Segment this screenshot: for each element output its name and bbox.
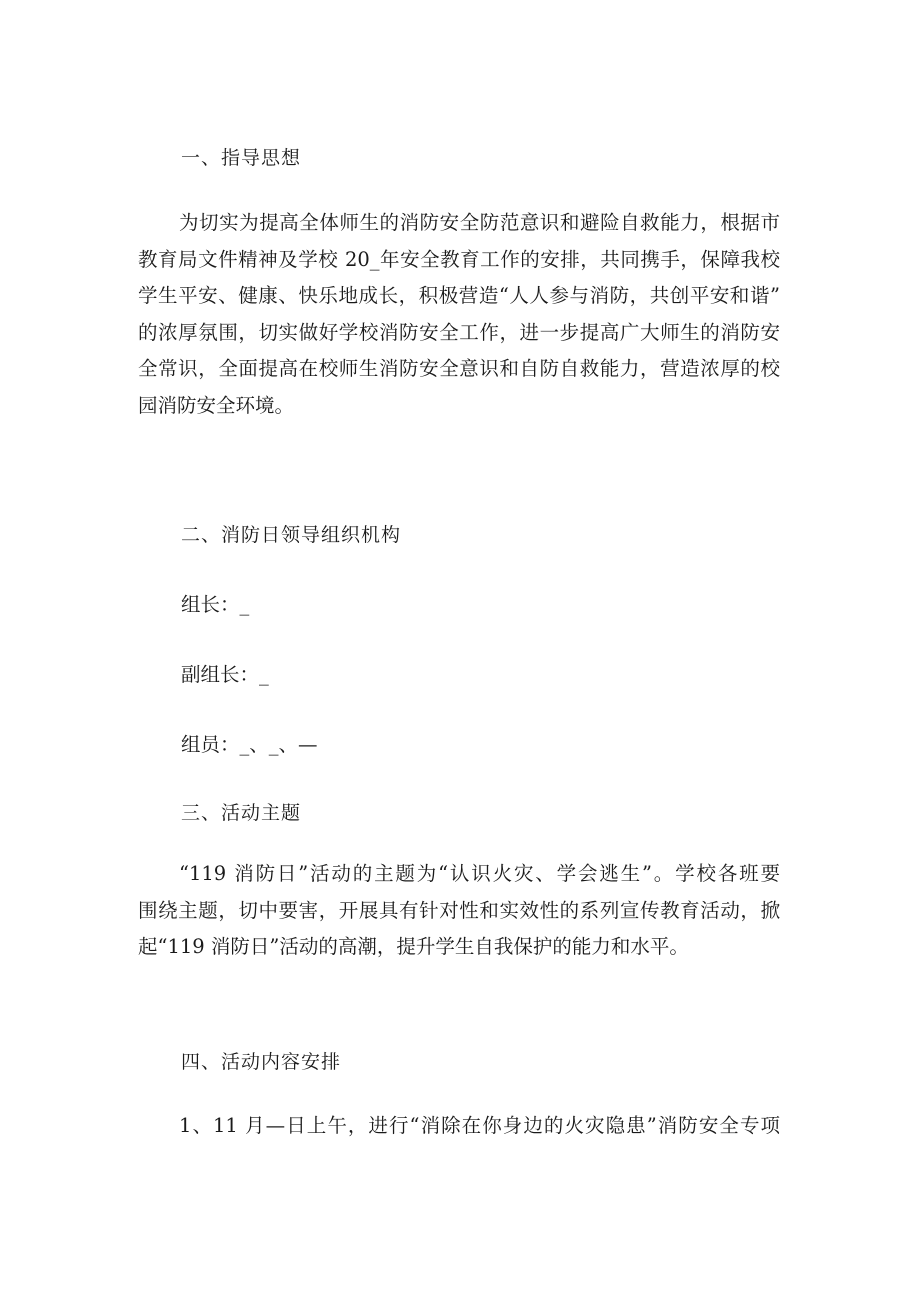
paragraph-line: 学生平安、健康、快乐地成长，积极营造“人人参与消防，共创平安和谐” xyxy=(138,284,780,308)
paragraph-line: 起“119 消防日”活动的高潮，提升学生自我保护的能力和水平。 xyxy=(138,935,689,959)
paragraph-line: 教育局文件精神及学校 20_年安全教育工作的安排，共同携手，保障我校 xyxy=(138,247,780,271)
paragraph-activities xyxy=(138,1108,780,1145)
paragraph-line: 全常识，全面提高在校师生消防安全意识和自防自救能力，营造浓厚的校 xyxy=(138,357,780,381)
section-heading-activities: 四、活动内容安排 xyxy=(181,1051,342,1073)
section-heading-theme: 三、活动主题 xyxy=(181,802,302,824)
deputy-leader-field: 副组长：_ xyxy=(181,663,269,686)
members-field: 组员：_、_、— xyxy=(181,733,318,756)
paragraph-line: “119 消防日”活动的主题为“认识火灾、学会逃生”。学校各班要 xyxy=(179,862,780,885)
paragraph-line: 的浓厚氛围，切实做好学校消防安全工作，进一步提高广大师生的消防安 xyxy=(138,320,780,344)
leader-field: 组长：_ xyxy=(181,593,250,616)
paragraph-theme xyxy=(138,856,780,966)
paragraph-guiding-ideology xyxy=(138,205,780,425)
section-heading-guiding-ideology: 一、指导思想 xyxy=(181,147,302,169)
paragraph-line: 1、11 月—日上午，进行“消除在你身边的火灾隐患”消防安全专项 xyxy=(179,1114,780,1137)
paragraph-line: 园消防安全环境。 xyxy=(138,393,295,417)
section-heading-organization: 二、消防日领导组织机构 xyxy=(181,524,402,546)
paragraph-line: 围绕主题，切中要害，开展具有针对性和实效性的系列宣传教育活动，掀 xyxy=(138,898,780,922)
paragraph-line: 为切实为提高全体师生的消防安全防范意识和避险自救能力，根据市 xyxy=(179,211,780,234)
